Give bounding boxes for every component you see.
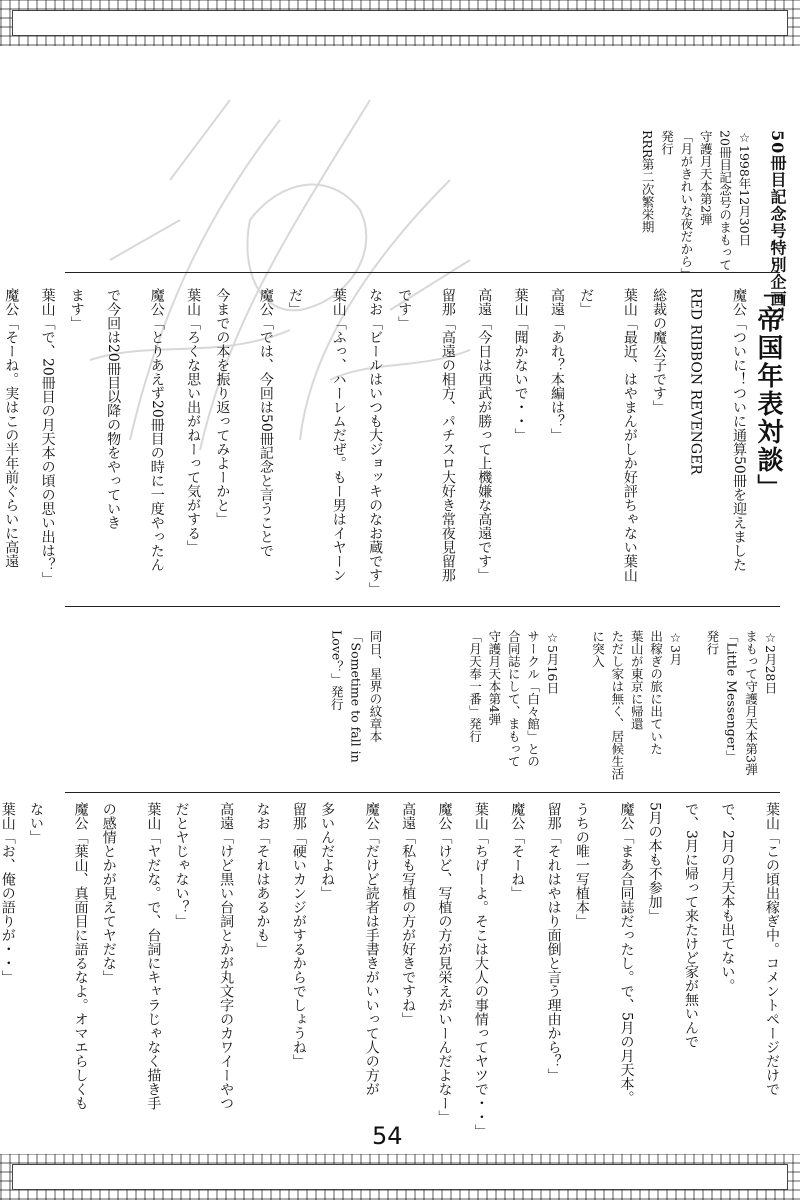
dialogue-text: だ」 [287, 288, 304, 316]
dialogue-text: 「まあ合同誌だったし。で、5月の月天本。 [618, 830, 635, 1105]
top-border-inner [12, 10, 788, 36]
dialogue-text: 今までの本を振り返ってみよーかと」 [214, 288, 231, 526]
dialogue-line [200, 802, 236, 1142]
timeline-note: 葉山が東京に帰還 [629, 630, 645, 730]
speaker-name: 葉山 [145, 802, 162, 830]
speaker-name: 葉山 [512, 288, 529, 316]
header-note: 守護月天本第2弾 [698, 130, 714, 226]
dialogue-line [527, 802, 563, 1142]
dialogue-section-2 [0, 802, 782, 1142]
timeline-note: 発行 [704, 630, 720, 655]
timeline-note: 「Sometime to fall in [348, 630, 364, 763]
dialogue-line [350, 288, 386, 608]
dialogue-text: 「ふっ、ハーレムだぜ。もー男はイヤーン [330, 316, 347, 582]
speaker-name: 魔公 [618, 802, 635, 830]
speaker-name: 葉山 [764, 802, 780, 830]
dialogue-text: 「今日は西武が勝って上機嫌な高遠です」 [476, 316, 493, 582]
dialogue-text: 「で、20冊目の月天本の頃の思い出は？」 [39, 316, 56, 586]
dialogue-line [241, 288, 277, 608]
divider-lower [65, 792, 780, 793]
timeline-notes-2 [588, 630, 685, 780]
dialogue-line [422, 288, 458, 608]
timeline-note: 同日、星界の紋章本 [368, 630, 383, 743]
speaker-name: 葉山 [472, 802, 489, 830]
speaker-name: 高遠 [400, 802, 417, 830]
bottom-border-inner [12, 1164, 788, 1190]
speaker-name: 魔公 [3, 288, 20, 316]
dialogue-line [495, 288, 531, 608]
speaker-name: なお [254, 802, 271, 830]
timeline-note: に突入 [590, 630, 606, 668]
timeline-note: 出稼ぎの旅に出ていた [648, 630, 664, 755]
dialogue-text: 総裁の魔公子です」 [651, 288, 668, 414]
dialogue-text: 「だけど読者は手書きがいいって人の方が [363, 830, 380, 1096]
dialogue-line [22, 288, 58, 608]
dialogue-line [459, 288, 495, 608]
dialogue-line [54, 802, 90, 1142]
dialogue-line [677, 288, 713, 608]
dialogue-text: 「とりあえず20冊目の時に一度やったん [148, 316, 165, 572]
speaker-name: 魔公 [731, 288, 747, 316]
timeline-notes-1 [703, 630, 781, 780]
dialogue-text: ない」 [27, 802, 44, 844]
dialogue-text: 「ビールはいつも大ジョッキのなお蔵です」 [367, 316, 384, 596]
dialogue-text: 「けど黒い台詞とかが丸文字のカワイーやつ [218, 830, 235, 1110]
dialogue-line [131, 288, 167, 608]
dialogue-line [91, 802, 127, 1142]
dialogue-text: 「では、今回は50冊記念と言うことで [257, 316, 274, 558]
dialogue-text: うちの唯一写植本」 [573, 802, 590, 928]
dialogue-text: ます」 [68, 288, 85, 330]
divider-middle [65, 606, 780, 607]
dialogue-line [714, 288, 750, 608]
speaker-name: 葉山 [39, 288, 56, 316]
dialogue-text: 「ろくな思い出がねーって気がする」 [185, 316, 202, 554]
speaker-name: 魔公 [148, 288, 165, 316]
timeline-note: ただし家は無く、居候生活 [609, 630, 625, 780]
timeline-note: 「月天奉一番」発行 [467, 630, 483, 743]
header-note: ☆1998年12月30日 [737, 130, 752, 247]
timeline-note: 「Little Messenger」 [724, 630, 740, 763]
timeline-note: サークル「白々館」との [525, 630, 541, 768]
dialogue-line [636, 802, 672, 1142]
timeline-note: 守護月天本第4弾 [486, 630, 502, 726]
dialogue-text: 「硬いカンジがするからでしょうね」 [290, 830, 307, 1068]
dialogue-text: です」 [396, 288, 413, 330]
dialogue-text: 「そーね。実はこの半年前ぐらいに高遠 [3, 316, 20, 568]
speaker-name: 高遠 [218, 802, 235, 830]
dialogue-line [204, 288, 240, 608]
header-note: 「月がきれいな夜だから」 [678, 130, 694, 280]
top-checker-border [0, 0, 800, 46]
dialogue-text: 「ちげーよ。そこは大人の事情ってヤツで・・」 [472, 830, 489, 1138]
timeline-note: まもって守護月天本第3弾 [743, 630, 759, 776]
dialogue-text: だ」 [578, 288, 595, 316]
timeline-note: Love？」発行 [329, 630, 345, 711]
dialogue-text: RED RIBBON REVENGER [687, 288, 704, 475]
dialogue-text: で、3月に帰って来たけど家が無いんで [683, 802, 700, 1049]
dialogue-text: 「それはあるかも」 [254, 830, 271, 956]
speaker-name: 留那 [290, 802, 307, 830]
speaker-name: なお [367, 288, 384, 316]
dialogue-text: 「あれ？本編は？」 [549, 316, 566, 442]
bottom-checker-border [0, 1154, 800, 1200]
dialogue-text: 多いんだよね」 [319, 802, 336, 900]
timeline-note: ☆5月16日 [545, 630, 560, 694]
dialogue-text: 「私も写植の方が好きですね」 [400, 830, 417, 1026]
header-note: RRR第二次繁栄期 [640, 130, 656, 234]
dialogue-line [564, 802, 600, 1142]
dialogue-line [18, 802, 54, 1142]
dialogue-line [746, 802, 782, 1142]
header-note: 20冊目記念号のまもって [717, 130, 733, 271]
special-feature-title: 50冊目記念号特別企画！ [768, 130, 787, 325]
dialogue-text: 5月の本も不参加」 [646, 802, 663, 923]
speaker-name: 留那 [439, 288, 456, 316]
dialogue-line [127, 802, 163, 1142]
dialogue-line [673, 802, 709, 1142]
dialogue-line [491, 802, 527, 1142]
dialogue-text: 「聞かないで・・」 [512, 316, 529, 442]
main-title: 「帝国年表対談」 [753, 278, 783, 502]
speaker-name: 葉山 [330, 288, 347, 316]
dialogue-text: で今回は20冊目以降の物をやっていき [105, 288, 122, 530]
speaker-name: 高遠 [549, 288, 566, 316]
dialogue-text: 「最近、はやまんがしか好評ちゃない葉山 [621, 316, 638, 582]
timeline-notes-4 [327, 630, 385, 790]
dialogue-line [386, 288, 422, 608]
speaker-name: 葉山 [185, 288, 202, 316]
divider-top [65, 272, 780, 273]
dialogue-text: 「ついに！ついに通算50冊を迎えました [731, 316, 747, 572]
dialogue-line [273, 802, 309, 1142]
speaker-name: 高遠 [476, 288, 493, 316]
dialogue-text: 「高遠の相方、パチスロ大好き常夜見留那 [439, 316, 456, 582]
dialogue-line [568, 288, 604, 608]
dialogue-line [0, 288, 22, 608]
dialogue-text: 「そーね」 [509, 830, 526, 900]
dialogue-line [604, 288, 640, 608]
speaker-name: 留那 [545, 802, 562, 830]
dialogue-line [641, 288, 677, 608]
timeline-notes-3 [465, 630, 562, 790]
speaker-name: 魔公 [509, 802, 526, 830]
speaker-name: 葉山 [621, 288, 638, 316]
speaker-name: 魔公 [436, 802, 453, 830]
dialogue-text: 「お、俺の語りが・・」 [0, 830, 16, 984]
dialogue-line [454, 802, 490, 1142]
timeline-note: ☆3月 [668, 630, 683, 666]
speaker-name: 魔公 [363, 802, 380, 830]
dialogue-line [277, 288, 313, 608]
dialogue-text: の感情とかが見えてヤだな」 [100, 802, 117, 984]
dialogue-line [382, 802, 418, 1142]
dialogue-text: 「この頃出稼ぎ中。コメントページだけで [764, 830, 780, 1096]
dialogue-line [0, 802, 18, 1142]
speaker-name: 魔公 [257, 288, 274, 316]
dialogue-line [59, 288, 95, 608]
dialogue-line [709, 802, 745, 1142]
page-number: 54 [372, 1122, 403, 1150]
dialogue-section-1 [0, 288, 750, 608]
dialogue-text: 「それはやはり面倒と言う理由から？」 [545, 830, 562, 1082]
dialogue-line [418, 802, 454, 1142]
dialogue-line [345, 802, 381, 1142]
dialogue-line [309, 802, 345, 1142]
speaker-name: 魔公 [72, 802, 89, 830]
dialogue-text: で、2月の月天本も出てない。 [719, 802, 736, 993]
dialogue-text: 「葉山、真面目に語るなよ。オマエらしくも [72, 830, 89, 1110]
dialogue-line [163, 802, 199, 1142]
dialogue-text: 「けど、写植の方が見栄えがいーんだよなー」 [436, 830, 453, 1124]
dialogue-text: だとヤじゃない？」 [173, 802, 190, 928]
dialogue-line [532, 288, 568, 608]
dialogue-line [236, 802, 272, 1142]
timeline-note: 合同誌にして、まもって [506, 630, 522, 768]
dialogue-line [95, 288, 131, 608]
speaker-name: 葉山 [0, 802, 16, 830]
page-sheet [0, 50, 790, 1150]
header-note: 発行 [659, 130, 675, 155]
timeline-note: ☆2月28日 [763, 630, 778, 694]
dialogue-line [168, 288, 204, 608]
dialogue-line [313, 288, 349, 608]
dialogue-text: 「ヤだな。で、台詞にキャラじゃなく描き手 [145, 830, 162, 1110]
dialogue-line [600, 802, 636, 1142]
